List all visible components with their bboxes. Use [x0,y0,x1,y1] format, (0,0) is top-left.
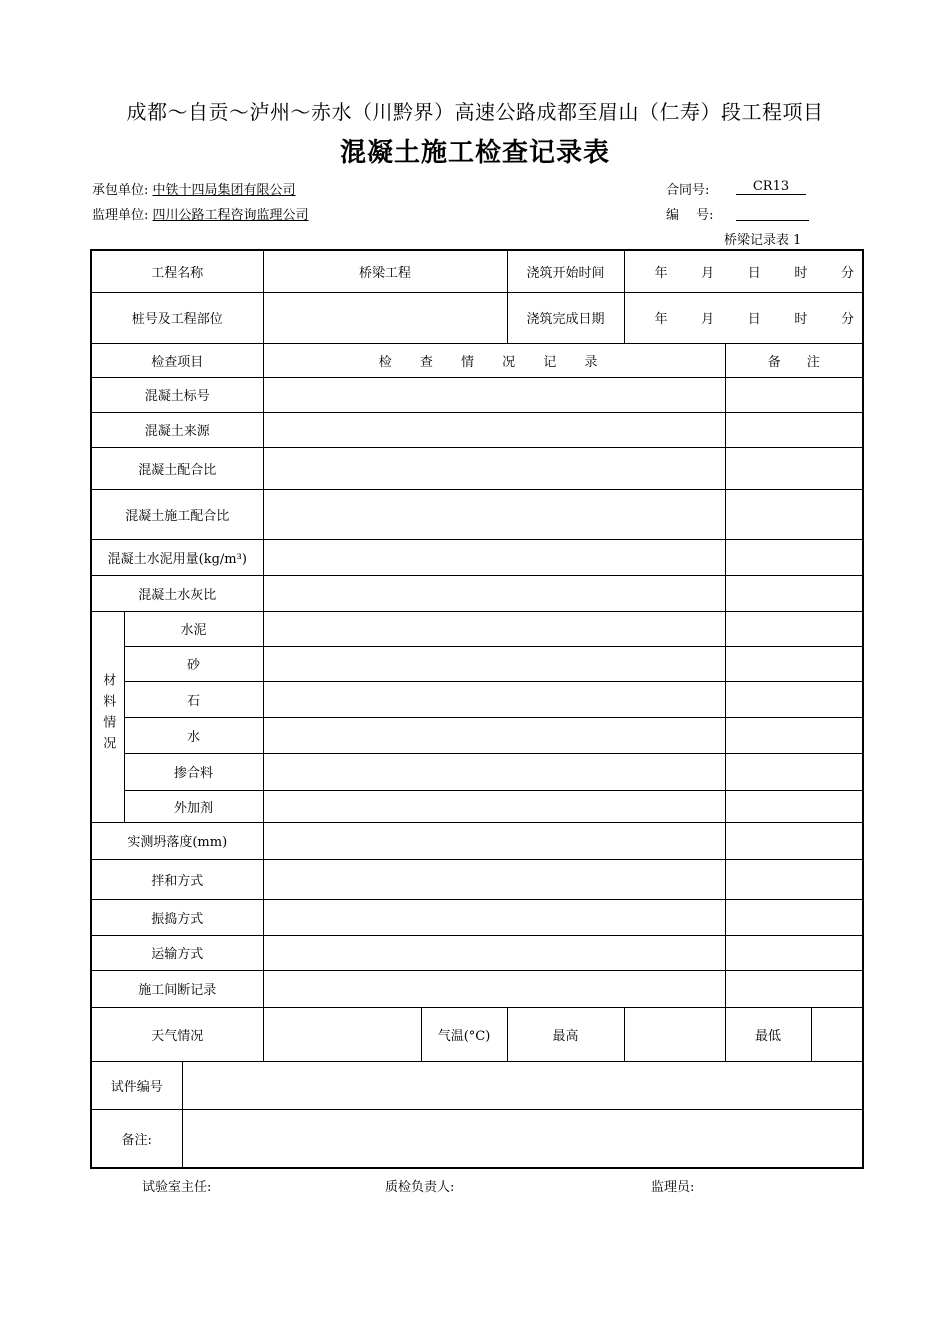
record-cell[interactable] [263,575,725,611]
record-cell[interactable] [263,822,725,859]
table-row [91,377,863,412]
record-cell[interactable] [263,753,725,790]
contractor-label: 承包单位: [92,183,149,198]
project-name-label: 工程名称 [91,250,263,292]
materials-group-text: 材料情况 [100,672,116,757]
unit-month: 月 [701,265,715,281]
table-row [91,859,863,899]
remark-cell[interactable] [725,970,863,1007]
remark-cell[interactable] [725,412,863,447]
row-label: 混凝土来源 [91,412,263,447]
record-cell[interactable] [263,970,725,1007]
remark-cell[interactable] [725,935,863,970]
max-value[interactable] [624,1007,725,1061]
form-code: 桥梁记录表 1 [724,233,802,248]
unit-year: 年 [654,312,668,327]
record-cell[interactable] [263,539,725,575]
table-row [91,447,863,489]
lab-director-label: 试验室主任: [142,1180,212,1195]
remark-label: 备注: [91,1109,182,1168]
unit-hour: 时 [794,265,808,281]
max-label: 最高 [507,1007,624,1061]
weather-label: 天气情况 [91,1007,263,1061]
row-label: 混凝土配合比 [91,447,263,489]
specimen-label: 试件编号 [91,1061,182,1109]
table-row [91,412,863,447]
record-cell[interactable] [263,790,725,822]
remark-cell[interactable] [725,681,863,717]
supervisor-row [92,204,309,223]
remark-value[interactable] [182,1109,863,1168]
table-row [91,489,863,539]
remark-cell[interactable] [725,753,863,790]
material-label: 水 [124,717,263,753]
check-item-header: 检查项目 [91,343,263,377]
min-label: 最低 [725,1007,811,1061]
table-row [91,899,863,935]
supervisor-label: 监理单位: [92,208,149,223]
table-row [91,935,863,970]
project-title: 成都～自贡～泸州～赤水（川黔界）高速公路成都至眉山（仁寿）段工程项目 [126,100,824,124]
remark-cell[interactable] [725,611,863,646]
table-row [91,753,863,790]
project-name-value: 桥梁工程 [263,250,507,292]
remark-cell[interactable] [725,539,863,575]
weather-value[interactable] [263,1007,421,1061]
row-pile [91,292,863,343]
materials-group-label [91,611,124,822]
inspection-table [90,249,864,1169]
record-cell[interactable] [263,646,725,681]
material-label: 水泥 [124,611,263,646]
qc-person-label: 质检负责人: [385,1180,455,1195]
number-label: 编 号: [666,208,714,223]
record-cell[interactable] [263,611,725,646]
row-headers [91,343,863,377]
pile-label: 桩号及工程部位 [91,292,263,343]
specimen-value[interactable] [182,1061,863,1109]
check-record-header: 检 查 情 况 记 录 [263,343,725,377]
remark-cell[interactable] [725,899,863,935]
record-cell[interactable] [263,681,725,717]
record-cell[interactable] [263,935,725,970]
table-row [91,717,863,753]
record-cell[interactable] [263,412,725,447]
contractor-value: 中铁十四局集团有限公司 [152,183,296,198]
row-specimen [91,1061,863,1109]
min-value[interactable] [811,1007,863,1061]
remark-cell[interactable] [725,377,863,412]
temp-label: 气温(°C) [421,1007,507,1061]
row-label: 实测坍落度(mm) [91,822,263,859]
material-label: 掺合料 [124,753,263,790]
row-label: 混凝土标号 [91,377,263,412]
pour-end-value[interactable] [624,292,863,343]
material-label: 石 [124,681,263,717]
pile-value[interactable] [263,292,507,343]
unit-year: 年 [654,265,668,281]
pour-end-label: 浇筑完成日期 [507,292,624,343]
number-value [736,204,809,221]
row-remark [91,1109,863,1168]
table-row [91,611,863,646]
row-label: 振捣方式 [91,899,263,935]
record-cell[interactable] [263,489,725,539]
record-cell[interactable] [263,717,725,753]
row-label: 拌和方式 [91,859,263,899]
supervisor-value: 四川公路工程咨询监理公司 [152,208,309,223]
record-cell[interactable] [263,899,725,935]
row-project-name [91,250,863,292]
remark-cell[interactable] [725,790,863,822]
material-label: 外加剂 [124,790,263,822]
contract-value: CR13 [736,179,806,195]
remark-header: 备 注 [725,343,863,377]
table-row [91,681,863,717]
remark-cell[interactable] [725,489,863,539]
row-label: 混凝土水灰比 [91,575,263,611]
table-row [91,575,863,611]
unit-minute: 分 [841,265,855,281]
table-row [91,646,863,681]
unit-month: 月 [701,312,715,327]
record-cell[interactable] [263,859,725,899]
row-label: 混凝土水泥用量(kg/m³) [91,539,263,575]
pour-start-label: 浇筑开始时间 [507,250,624,292]
row-label: 混凝土施工配合比 [91,489,263,539]
table-row [91,822,863,859]
remark-cell[interactable] [725,447,863,489]
unit-minute: 分 [841,312,855,327]
table-row [91,790,863,822]
unit-day: 日 [747,312,761,327]
record-cell[interactable] [263,447,725,489]
unit-day: 日 [747,265,761,281]
row-label: 运输方式 [91,935,263,970]
unit-hour: 时 [794,312,808,327]
contract-label: 合同号: [666,183,710,198]
form-title: 混凝土施工检查记录表 [339,138,610,168]
remark-cell[interactable] [725,822,863,859]
pour-start-value[interactable] [624,250,863,292]
remark-cell[interactable] [725,717,863,753]
remark-cell[interactable] [725,575,863,611]
record-cell[interactable] [263,377,725,412]
row-label: 施工间断记录 [91,970,263,1007]
material-label: 砂 [124,646,263,681]
remark-cell[interactable] [725,646,863,681]
contractor-row [92,179,296,198]
supervisor-signature-label: 监理员: [651,1180,695,1195]
table-row [91,539,863,575]
table-row [91,970,863,1007]
remark-cell[interactable] [725,859,863,899]
row-weather [91,1007,863,1061]
